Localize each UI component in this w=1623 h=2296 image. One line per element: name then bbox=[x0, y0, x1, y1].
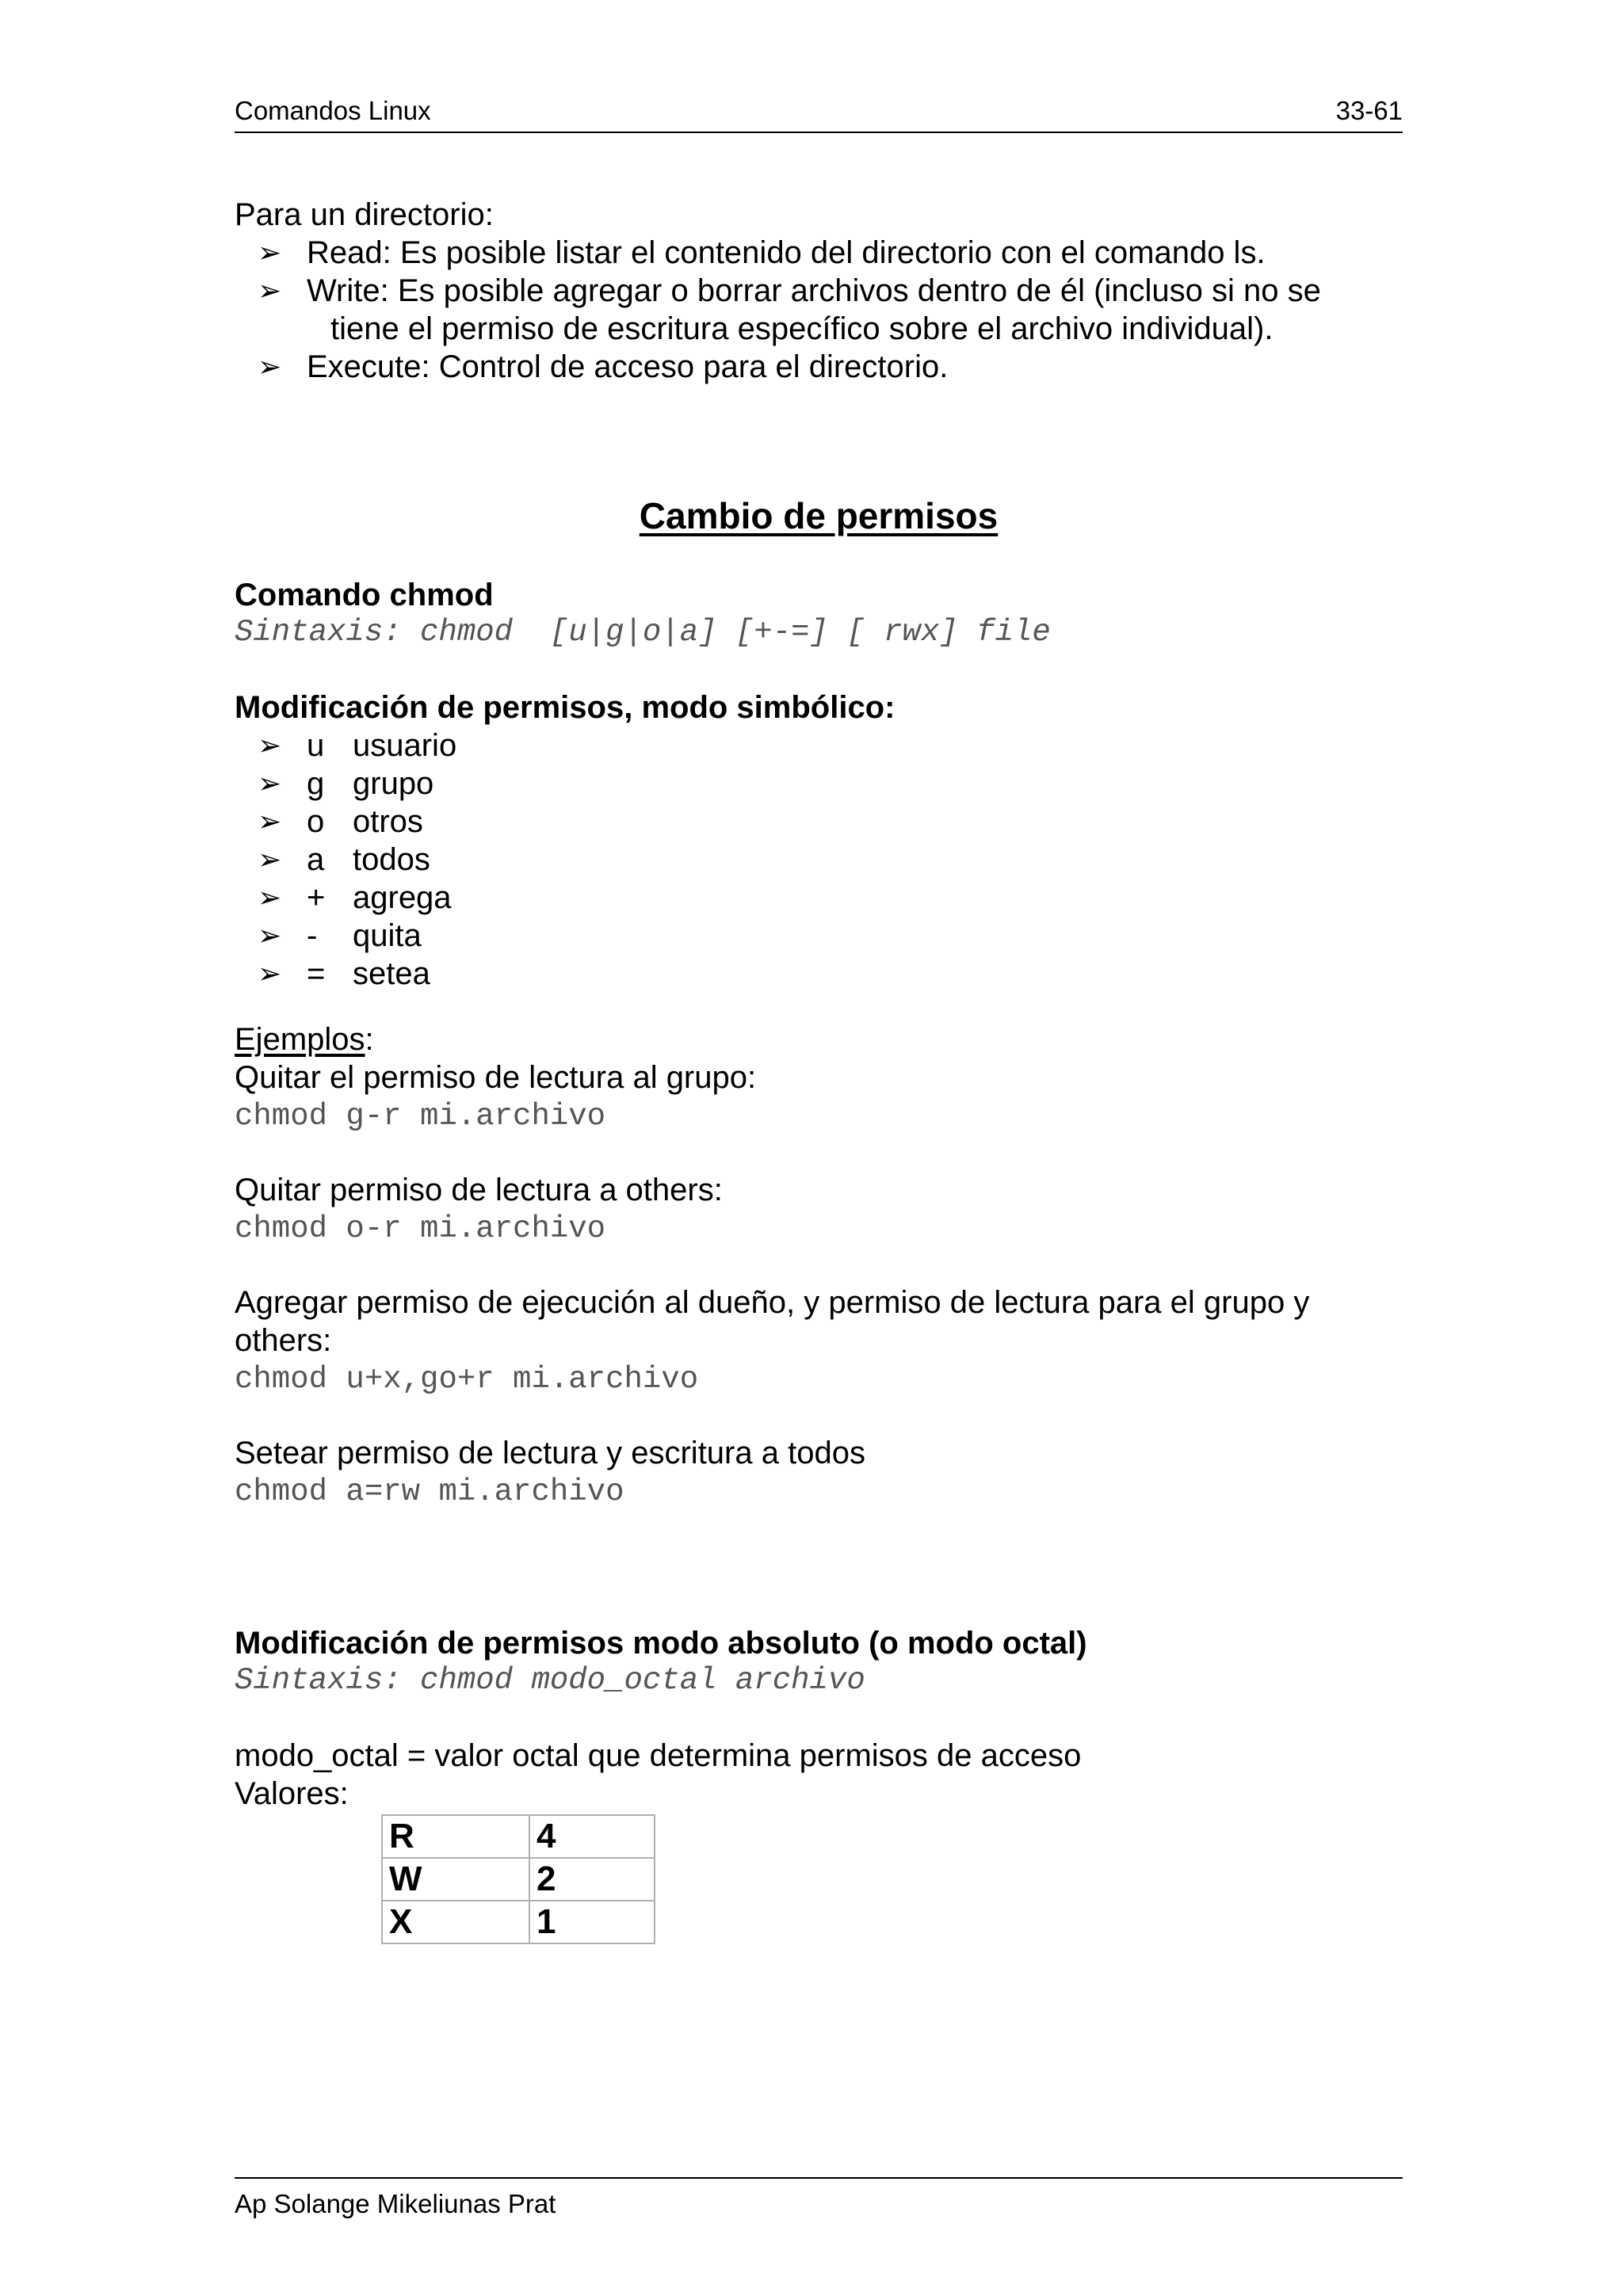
examples-label-text: Ejemplos bbox=[235, 1022, 365, 1057]
example-command: chmod o-r mi.archivo bbox=[235, 1211, 606, 1246]
octal-values-table bbox=[381, 1814, 655, 1944]
symbol-meaning: otros bbox=[353, 804, 423, 839]
symbol-meaning: todos bbox=[353, 842, 430, 877]
table-row bbox=[382, 1858, 655, 1901]
list-item-text: Execute: Control de acceso para el directorio. bbox=[307, 349, 949, 384]
symbol: g bbox=[307, 766, 325, 801]
list-item-text: Write: Es posible agregar o borrar archivos dentro de él (incluso si no se bbox=[307, 273, 1321, 308]
arrow-bullet-icon: ➢ bbox=[258, 919, 282, 952]
section-title: Cambio de permisos bbox=[639, 495, 999, 536]
page-number: 33-61 bbox=[1335, 96, 1403, 125]
symbol-meaning: quita bbox=[353, 918, 422, 953]
footer-rule bbox=[235, 2177, 1403, 2179]
table-cell-perm: W bbox=[382, 1858, 529, 1901]
symbol-meaning: grupo bbox=[353, 766, 434, 801]
arrow-bullet-icon: ➢ bbox=[258, 274, 282, 307]
list-item-continuation: tiene el permiso de escritura específico sobre el archivo individual). bbox=[330, 311, 1274, 346]
example-command: chmod g-r mi.archivo bbox=[235, 1099, 606, 1134]
examples-label bbox=[235, 1020, 374, 1058]
example-description: Agregar permiso de ejecución al dueño, y permiso de lectura para el grupo y bbox=[235, 1285, 1310, 1320]
example-description: Quitar permiso de lectura a others: bbox=[235, 1173, 723, 1207]
values-label: Valores: bbox=[235, 1776, 349, 1811]
absolute-syntax: Sintaxis: chmod modo_octal archivo bbox=[235, 1663, 865, 1698]
arrow-bullet-icon: ➢ bbox=[258, 729, 282, 761]
list-item-text: Read: Es posible listar el contenido del directorio con el comando ls. bbox=[307, 235, 1266, 270]
table-cell-value: 2 bbox=[529, 1858, 655, 1901]
footer-author: Ap Solange Mikeliunas Prat bbox=[235, 2189, 556, 2218]
table-cell-perm: R bbox=[382, 1815, 529, 1858]
symbolic-heading: Modificación de permisos, modo simbólico: bbox=[235, 690, 896, 725]
symbol: - bbox=[307, 918, 318, 953]
example-command: chmod u+x,go+r mi.archivo bbox=[235, 1362, 699, 1397]
table-row bbox=[382, 1815, 655, 1858]
arrow-bullet-icon: ➢ bbox=[258, 236, 282, 269]
table-row bbox=[382, 1901, 655, 1943]
symbol-meaning: usuario bbox=[353, 728, 457, 763]
header-title: Comandos Linux bbox=[235, 96, 431, 125]
arrow-bullet-icon: ➢ bbox=[258, 843, 282, 875]
example-description: Quitar el permiso de lectura al grupo: bbox=[235, 1060, 757, 1095]
symbol: = bbox=[307, 956, 326, 991]
chmod-heading: Comando chmod bbox=[235, 578, 494, 612]
example-command: chmod a=rw mi.archivo bbox=[235, 1474, 624, 1509]
example-description: Setear permiso de lectura y escritura a todos bbox=[235, 1436, 865, 1470]
header-rule bbox=[235, 132, 1403, 133]
octal-description: modo_octal = valor octal que determina permisos de acceso bbox=[235, 1738, 1082, 1773]
chmod-syntax: Sintaxis: chmod [u|g|o|a] [+-=] [ rwx] file bbox=[235, 615, 1051, 650]
examples-label-colon: : bbox=[365, 1022, 374, 1057]
arrow-bullet-icon: ➢ bbox=[258, 350, 282, 383]
arrow-bullet-icon: ➢ bbox=[258, 881, 282, 913]
table-cell-perm: X bbox=[382, 1901, 529, 1943]
arrow-bullet-icon: ➢ bbox=[258, 805, 282, 837]
directory-intro: Para un directorio: bbox=[235, 197, 494, 232]
table-cell-value: 4 bbox=[529, 1815, 655, 1858]
symbol: + bbox=[307, 880, 326, 915]
symbol: a bbox=[307, 842, 325, 877]
example-description-continuation: others: bbox=[235, 1323, 332, 1358]
symbol-meaning: agrega bbox=[353, 880, 452, 915]
arrow-bullet-icon: ➢ bbox=[258, 957, 282, 990]
symbol: u bbox=[307, 728, 325, 763]
arrow-bullet-icon: ➢ bbox=[258, 767, 282, 799]
absolute-heading: Modificación de permisos modo absoluto (o modo octal) bbox=[235, 1626, 1087, 1661]
symbol-meaning: setea bbox=[353, 956, 430, 991]
symbol: o bbox=[307, 804, 325, 839]
table-cell-value: 1 bbox=[529, 1901, 655, 1943]
